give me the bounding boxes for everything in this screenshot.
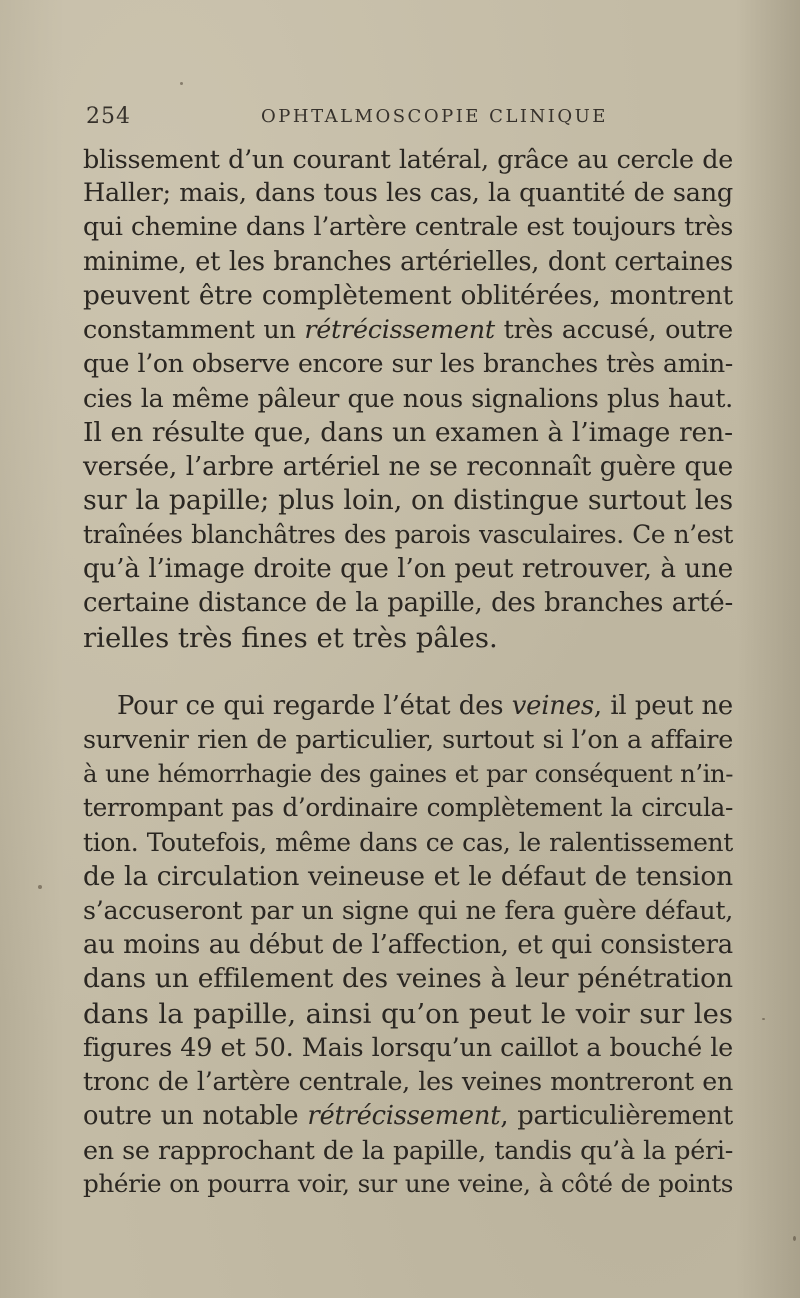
text-line: versée, l’arbre artériel ne se reconnaît guère que	[83, 451, 733, 482]
text-line: cies la même pâleur que nous signalions plus haut.	[83, 383, 733, 414]
text-line: à une hémorrhagie des gaines et par conséquent n’in-	[83, 759, 733, 789]
text-line: minime, et les branches artérielles, dont certaines	[83, 246, 733, 277]
text-line: Il en résulte que, dans un examen à l’image ren-	[83, 416, 733, 448]
text-line: survenir rien de particulier, surtout si l’on a affaire	[83, 725, 733, 755]
text-line	[83, 689, 733, 723]
text-line	[83, 313, 733, 347]
text-line: phérie on pourra voir, sur une veine, à côté de points	[83, 1169, 733, 1199]
text-line: que l’on observe encore sur les branches très amin-	[83, 349, 733, 379]
italic-term: rétrécissement	[307, 1101, 501, 1132]
text-segment: , il peut ne	[593, 690, 734, 721]
text-line: s’accuseront par un signe qui ne fera guère défaut,	[83, 895, 733, 925]
text-line: traînées blanchâtres des parois vasculaires. Ce n’est	[83, 520, 733, 550]
text-line: dans un effilement des veines à leur pénétration	[83, 963, 733, 995]
text-line: de la circulation veineuse et le défaut de tension	[83, 860, 733, 892]
running-head	[86, 104, 736, 134]
paper-speck	[793, 1236, 796, 1241]
paragraph-1	[83, 142, 733, 655]
text-segment: outre un notable	[83, 1101, 308, 1132]
text-line: rielles très fines et très pâles.	[83, 621, 498, 654]
paper-speck	[38, 885, 42, 889]
text-segment: , particulièrement	[500, 1101, 733, 1132]
italic-term: rétrécissement	[304, 314, 495, 345]
paper-speck	[180, 82, 183, 85]
paragraph-gap	[83, 655, 733, 689]
running-title: OPHTALMOSCOPIE CLINIQUE	[261, 106, 608, 127]
text-line: en se rapprochant de la papille, tandis qu’à la péri-	[83, 1135, 733, 1166]
text-line: sur la papille; plus loin, on distingue surtout les	[83, 484, 733, 516]
paragraph-2	[83, 689, 733, 1202]
page-number: 254	[86, 104, 131, 129]
text-line: au moins au début de l’affection, et qui consistera	[83, 930, 733, 961]
text-line	[83, 1099, 733, 1133]
text-line: tronc de l’artère centrale, les veines montreront en	[83, 1066, 733, 1096]
text-line: terrompant pas d’ordinaire complètement la circula-	[83, 793, 733, 823]
paper-speck	[762, 1018, 765, 1020]
text-line: blissement d’un courant latéral, grâce au cercle de	[83, 144, 733, 174]
text-segment: Pour ce qui regarde l’état des	[117, 690, 512, 721]
text-line: peuvent être complètement oblitérées, montrent	[83, 280, 733, 311]
text-line: tion. Toutefois, même dans ce cas, le ralentissement	[83, 827, 733, 857]
text-line: dans la papille, ainsi qu’on peut le voir sur les	[83, 997, 733, 1030]
text-line: Haller; mais, dans tous les cas, la quantité de sang	[83, 178, 733, 209]
text-line: certaine distance de la papille, des branches arté-	[83, 588, 733, 619]
text-line: figures 49 et 50. Mais lorsqu’un caillot a bouché le	[83, 1032, 733, 1063]
text-line: qui chemine dans l’artère centrale est toujours très	[83, 212, 733, 242]
body-text	[83, 142, 733, 1202]
text-line: qu’à l’image droite que l’on peut retrouver, à une	[83, 554, 733, 585]
text-segment: très accusé, outre	[494, 314, 733, 345]
text-segment: constamment un	[83, 314, 305, 345]
italic-term: veines	[511, 690, 594, 721]
